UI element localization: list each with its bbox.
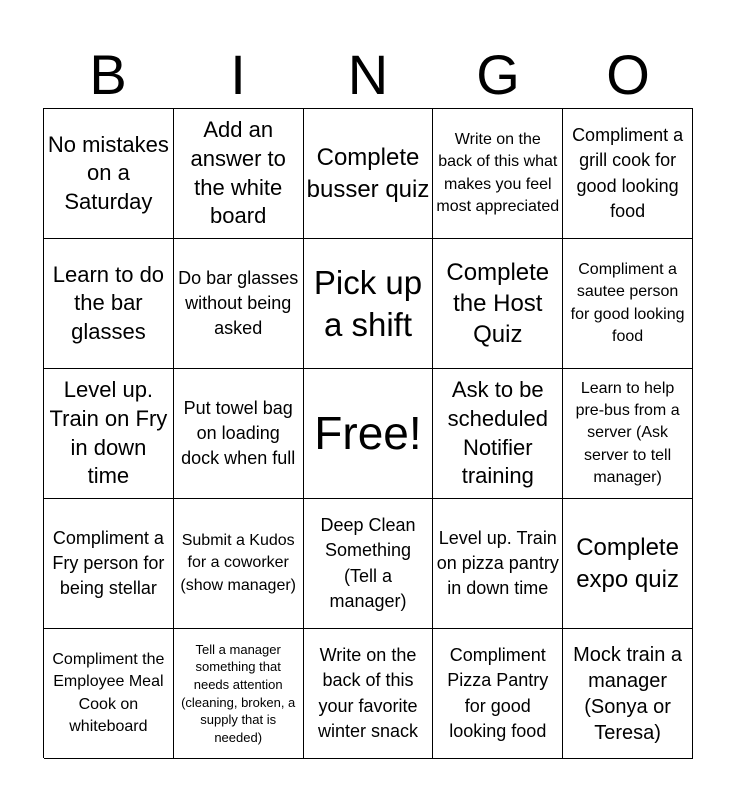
cell-text: Submit a Kudos for a coworker (show manager) xyxy=(180,531,296,594)
bingo-cell[interactable] xyxy=(174,109,304,239)
header-letter-i: I xyxy=(230,43,246,106)
bingo-cell[interactable] xyxy=(174,369,304,499)
cell-text: Level up. Train on Fry in down time xyxy=(49,377,168,489)
bingo-cell[interactable] xyxy=(563,499,693,629)
bingo-cell[interactable] xyxy=(433,109,563,239)
header-letter-o: O xyxy=(606,43,650,106)
bingo-cell[interactable] xyxy=(174,239,304,369)
bingo-cell[interactable] xyxy=(304,629,434,759)
bingo-cell[interactable] xyxy=(433,239,563,369)
cell-text: Level up. Train on pizza pantry in down time xyxy=(436,527,559,599)
cell-text: Compliment Pizza Pantry for good looking food xyxy=(447,645,549,741)
bingo-cell[interactable] xyxy=(563,109,693,239)
bingo-cell[interactable] xyxy=(433,629,563,759)
bingo-header xyxy=(43,42,693,108)
cell-text: Put towel bag on loading dock when full xyxy=(181,397,296,469)
free-space-cell[interactable] xyxy=(304,369,434,499)
bingo-cell[interactable] xyxy=(44,369,174,499)
cell-text: Pick up a shift xyxy=(313,264,423,343)
cell-text: Compliment a sautee person for good looking food xyxy=(570,260,685,345)
free-space-text: Free! xyxy=(314,406,422,459)
cell-text: Compliment a Fry person for being stellar xyxy=(52,527,165,599)
bingo-cell[interactable] xyxy=(174,629,304,759)
header-letter-b: B xyxy=(89,43,127,106)
cell-text: Compliment a grill cook for good looking food xyxy=(572,125,684,221)
cell-text: Do bar glasses without being asked xyxy=(178,267,299,339)
bingo-grid xyxy=(43,108,693,758)
bingo-row xyxy=(44,369,693,499)
cell-text: Write on the back of this what makes you feel most appreciated xyxy=(436,130,560,215)
cell-text: Add an answer to the white board xyxy=(190,117,286,229)
cell-text: Compliment the Employee Meal Cook on whiteboard xyxy=(52,650,165,735)
cell-text: Ask to be scheduled Notifier training xyxy=(447,377,548,489)
cell-text: Deep Clean Something (Tell a manager) xyxy=(320,515,416,611)
bingo-row xyxy=(44,239,693,369)
bingo-cell[interactable] xyxy=(304,499,434,629)
cell-text: Complete the Host Quiz xyxy=(446,258,550,349)
bingo-row xyxy=(44,499,693,629)
bingo-cell[interactable] xyxy=(563,239,693,369)
bingo-cell[interactable] xyxy=(174,499,304,629)
cell-text: Complete busser quiz xyxy=(306,144,430,203)
bingo-row xyxy=(44,629,693,759)
cell-text: Learn to do the bar glasses xyxy=(52,261,165,344)
bingo-cell[interactable] xyxy=(433,499,563,629)
bingo-cell[interactable] xyxy=(304,239,434,369)
bingo-cell[interactable] xyxy=(563,629,693,759)
cell-text: Write on the back of this your favorite winter snack xyxy=(317,645,419,741)
bingo-cell[interactable] xyxy=(44,109,174,239)
cell-text: No mistakes on a Saturday xyxy=(47,131,169,214)
bingo-cell[interactable] xyxy=(563,369,693,499)
cell-text: Mock train a manager (Sonya or Teresa) xyxy=(573,643,683,744)
bingo-row xyxy=(44,109,693,239)
bingo-cell[interactable] xyxy=(304,109,434,239)
header-letter-n: N xyxy=(347,43,389,106)
cell-text: Learn to help pre-bus from a server (Ask server to tell manager) xyxy=(575,379,680,487)
bingo-cell[interactable] xyxy=(44,239,174,369)
bingo-cell[interactable] xyxy=(433,369,563,499)
bingo-cell[interactable] xyxy=(44,499,174,629)
cell-text: Tell a manager something that needs attention (cleaning, broken, a supply that is needed) xyxy=(181,641,296,745)
cell-text: Complete expo quiz xyxy=(576,534,679,593)
bingo-cell[interactable] xyxy=(44,629,174,759)
header-letter-g: G xyxy=(476,43,520,106)
